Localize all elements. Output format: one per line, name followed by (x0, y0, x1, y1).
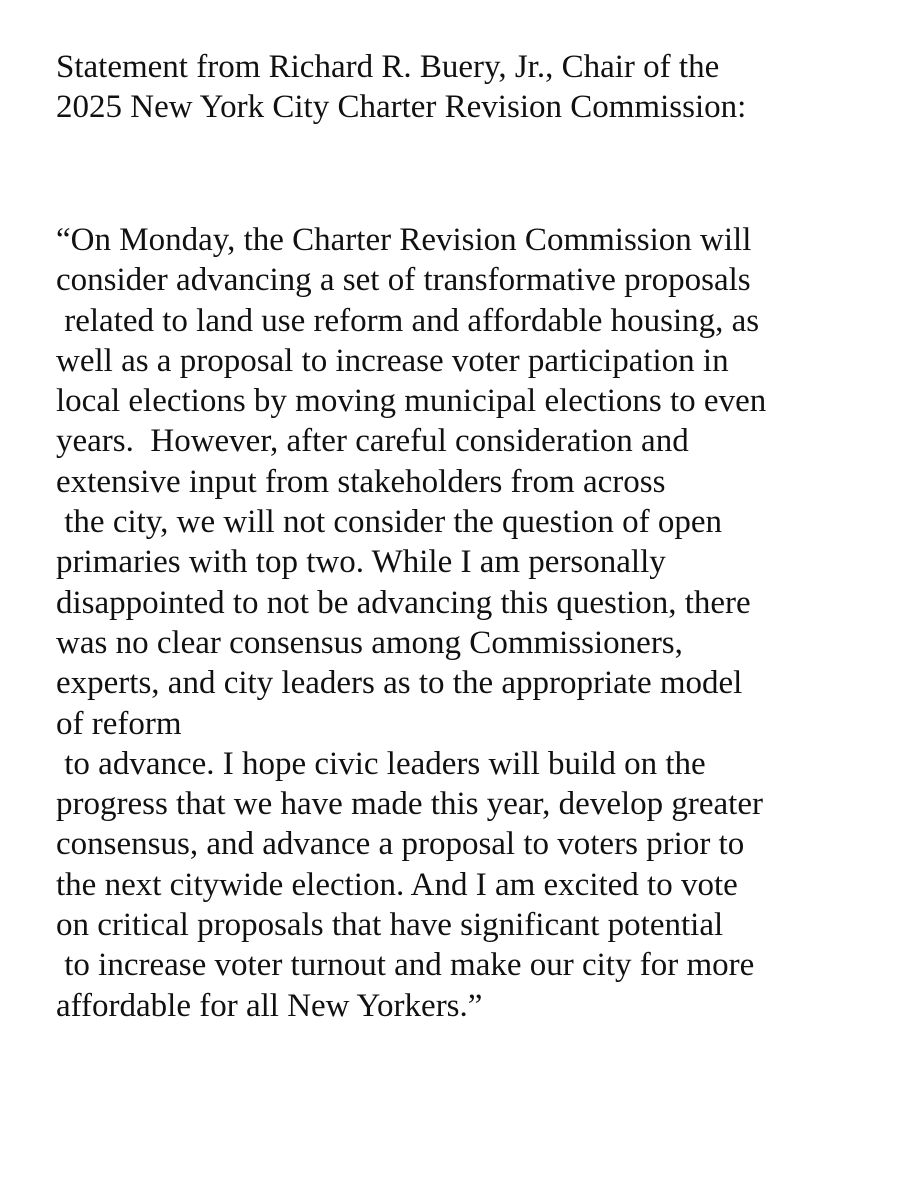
quote-line: on critical proposals that have significant potential (56, 907, 724, 944)
quote-line: of reform (56, 705, 182, 742)
quote-line: related to land use reform and affordable housing, as (56, 302, 760, 339)
statement-heading (56, 47, 746, 128)
quote-line: experts, and city leaders as to the appropriate model (56, 665, 743, 702)
quote-line: the city, we will not consider the question of open (56, 504, 722, 541)
quote-line: “On Monday, the Charter Revision Commission will (56, 222, 752, 258)
quote-line: progress that we have made this year, develop greater (56, 786, 763, 823)
quote-line: local elections by moving municipal elections to even (56, 383, 767, 420)
quote-line: extensive input from stakeholders from across (56, 463, 666, 500)
quote-line: the next citywide election. And I am excited to vote (56, 866, 738, 903)
quote-line: was no clear consensus among Commissioners, (56, 624, 683, 661)
statement-quote (56, 220, 766, 1026)
heading-line: Statement from Richard R. Buery, Jr., Chair of the (56, 49, 720, 85)
quote-line: primaries with top two. While I am personally (56, 544, 666, 581)
quote-line: to advance. I hope civic leaders will build on the (56, 745, 706, 782)
heading-line: 2025 New York City Charter Revision Commission: (56, 89, 747, 126)
quote-line: consider advancing a set of transformative proposals (56, 262, 751, 299)
quote-line: to increase voter turnout and make our city for more (56, 947, 755, 984)
quote-line: years. However, after careful consideration and (56, 423, 689, 460)
quote-line: affordable for all New Yorkers.” (56, 987, 483, 1024)
quote-line: well as a proposal to increase voter participation in (56, 342, 729, 379)
quote-line: disappointed to not be advancing this question, there (56, 584, 751, 621)
quote-line: consensus, and advance a proposal to voters prior to (56, 826, 745, 863)
